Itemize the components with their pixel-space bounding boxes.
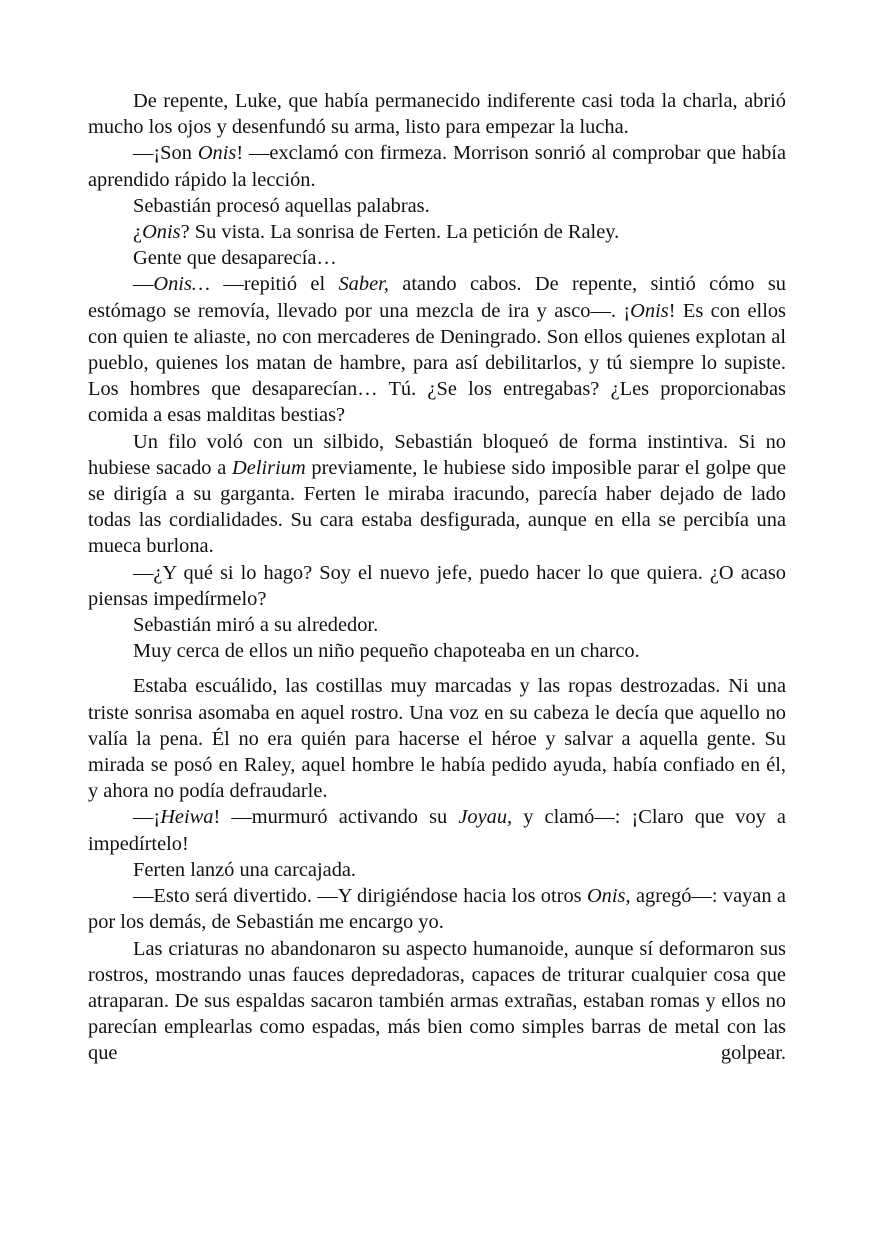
text: Ferten lanzó una carcajada.: [133, 858, 357, 881]
text: —¡Son: [133, 142, 198, 165]
paragraph-9: [88, 612, 786, 638]
paragraph-6: [88, 271, 786, 428]
italic-text: Delirium: [232, 456, 306, 479]
paragraph-14: [88, 883, 786, 935]
text: —repitió el: [210, 273, 339, 296]
paragraph-2: [88, 140, 786, 192]
paragraph-7: [88, 429, 786, 560]
text: ! —exclamó con firmeza. Morrison sonrió al comprobar que había aprendido rápido la lección.: [88, 142, 786, 191]
text: Las criaturas no abandonaron su aspecto humanoide, aunque sí deformaron sus rostros, mostrando unas fauces depredadoras, capaces de triturar cualquier cosa que atraparan. De sus espaldas sacaron también armas extrañas, estaban romas y ellos no parecían emplearlas como espadas, más bien como simples barras de metal con las que golpear.: [88, 937, 786, 1065]
italic-text: Onis: [197, 142, 237, 165]
text: Gente que desaparecía…: [133, 247, 337, 270]
text: De repente, Luke, que había permanecido indiferente casi toda la charla, abrió mucho los ojos y desenfundó su arma, listo para empezar la lucha.: [88, 90, 786, 139]
italic-text: Saber,: [338, 273, 389, 296]
text: Sebastián procesó aquellas palabras.: [133, 194, 430, 217]
text: atando cabos. De repente, sintió cómo su estómago se removía, llevado por una mezcla de ira y asco—. ¡: [88, 273, 786, 322]
book-page: [88, 88, 786, 1067]
text: , y clamó—: ¡Claro que voy a impedírtelo!: [88, 806, 786, 855]
paragraph-12: [88, 804, 786, 856]
text: Estaba escuálido, las costillas muy marcadas y las ropas destrozadas. Ni una triste sonrisa asomaba en aquel rostro. Una voz en su cabeza le decía que aquello no valía la pena. Él no era quién para hacerse el héroe y salvar a aquella gente. Su mirada se posó en Raley, aquel hombre le había pedido ayuda, había confiado en él, y ahora no podía defraudarle.: [88, 675, 786, 803]
text: Sebastián miró a su alrededor.: [133, 614, 379, 637]
paragraph-13: [88, 857, 786, 883]
text: previamente, le hubiese sido imposible parar el golpe que se dirigía a su garganta. Ferten le miraba iracundo, parecía haber dejado de lado todas las cordialidades. Su cara estaba desfigurada, aunque en ella se percibía una mueca burlona.: [88, 456, 786, 558]
text: —Esto será divertido. —Y dirigiéndose hacia los otros: [133, 885, 587, 908]
italic-text: Onis: [586, 885, 626, 908]
text: ¿: [133, 221, 143, 244]
paragraph-15: [88, 936, 786, 1067]
paragraph-11: [88, 673, 786, 804]
paragraph-1: [88, 88, 786, 140]
italic-text: Onis: [142, 221, 181, 244]
paragraph-8: [88, 560, 786, 612]
italic-text: Onis…: [153, 273, 211, 296]
text: ! —murmuró activando su: [213, 806, 459, 829]
italic-text: Heiwa: [160, 806, 214, 829]
text: ? Su vista. La sonrisa de Ferten. La petición de Raley.: [180, 221, 620, 244]
text: —¿Y qué si lo hago? Soy el nuevo jefe, puedo hacer lo que quiera. ¿O acaso piensas impedírmelo?: [88, 561, 786, 610]
text: Muy cerca de ellos un niño pequeño chapoteaba en un charco.: [133, 640, 640, 663]
text: , agregó—: vayan a por los demás, de Sebastián me encargo yo.: [88, 885, 786, 934]
text: Un filo voló con un silbido, Sebastián bloqueó de forma instintiva. Si no hubiese sacado a: [88, 430, 786, 479]
paragraph-10: [88, 638, 786, 664]
text: —¡: [133, 806, 161, 829]
italic-text: Onis: [630, 299, 669, 322]
paragraph-3: [88, 193, 786, 219]
italic-text: Joyau: [458, 806, 508, 829]
paragraph-5: [88, 245, 786, 271]
text: ! Es con ellos con quien te aliaste, no con mercaderes de Deningrado. Son ellos quienes explotan al pueblo, quienes los matan de hambre, para así debilitarlos, y tú siempre lo supiste. Los hombres que desaparecían… Tú. ¿Se los entregabas? ¿Les proporcionabas comida a esas malditas bestias?: [88, 299, 786, 427]
paragraph-4: [88, 219, 786, 245]
text: —: [133, 273, 154, 296]
